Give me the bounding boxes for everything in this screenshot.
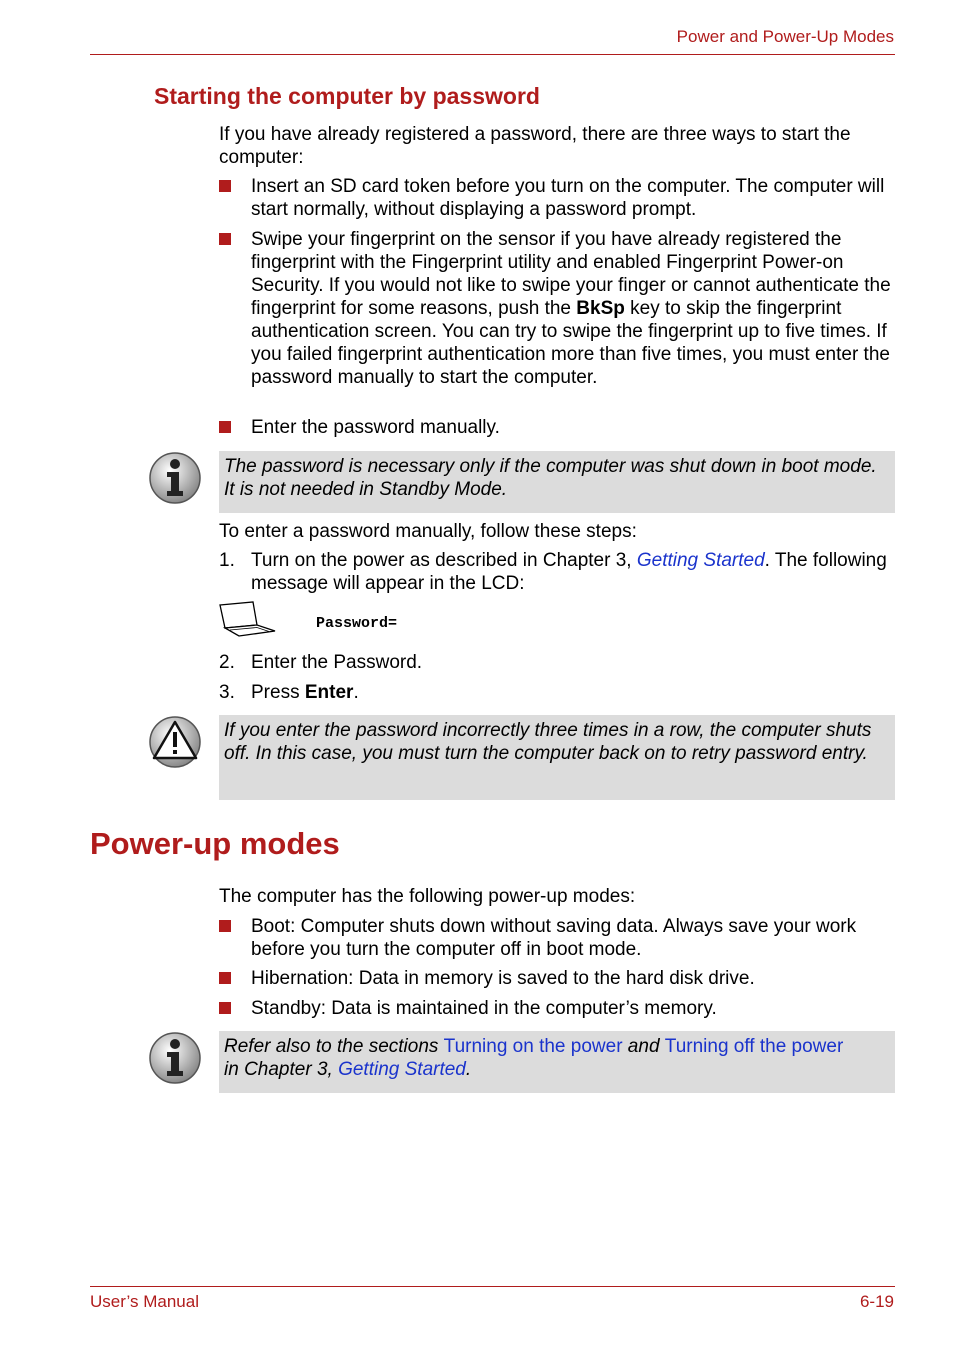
key-name: Enter <box>304 682 354 703</box>
list-item: Swipe your fingerprint on the sensor if you have already registered the fingerprint with the Fingerprint utility and enabled Fingerprint Power-on Security. If you would not like to swipe your finger or cannot authenticate the fingerprint for some reasons, push the BkSp key to skip the fingerprint authentication screen. You can try to swipe the fingerprint up to five times. If you failed fingerprint authentication more than five times, you must enter the password manually to start the computer. <box>219 228 895 389</box>
section-link[interactable]: Turning on the power <box>443 1036 623 1057</box>
steps-intro: To enter a password manually, follow these steps: <box>219 521 637 542</box>
footer-title: User’s Manual <box>90 1292 199 1311</box>
bullet-square-icon <box>219 920 231 932</box>
list-item: Hibernation: Data in memory is saved to the hard disk drive. <box>219 967 895 990</box>
bullet-square-icon <box>219 180 231 192</box>
key-name: BkSp <box>576 298 625 319</box>
lcd-message: Password= <box>316 615 398 632</box>
bullet-square-icon <box>219 233 231 245</box>
note-box: Refer also to the sections Turning on the power and Turning off the power in Chapter 3, Getting Started. <box>219 1031 895 1093</box>
bullet-square-icon <box>219 1002 231 1014</box>
list-item: 2. Enter the Password. <box>219 652 423 673</box>
bullet-square-icon <box>219 421 231 433</box>
chapter-section-title: Power-up modes <box>90 826 340 861</box>
header-rule <box>90 54 895 55</box>
page-number: 6-19 <box>859 1292 894 1311</box>
info-icon <box>148 1031 202 1085</box>
list-item: 3. Press Enter. <box>219 682 359 703</box>
chapter-link[interactable]: Getting Started <box>636 550 765 571</box>
list-item: Boot: Computer shuts down without saving data. Always save your work before you turn the computer off in boot mode. <box>219 915 895 961</box>
list-item: Enter the password manually. <box>219 416 895 439</box>
intro-paragraph: If you have already registered a password, there are three ways to start the computer: <box>219 124 851 168</box>
info-icon <box>148 451 202 505</box>
laptop-icon <box>217 601 279 639</box>
caution-icon <box>148 715 202 769</box>
list-item: 1. Turn on the power as described in Chapter 3, Getting Started. The following message will appear in the LCD: <box>219 550 887 594</box>
list-item: Standby: Data is maintained in the computer’s memory. <box>219 997 895 1020</box>
modes-intro: The computer has the following power-up modes: <box>219 886 636 907</box>
note-box: The password is necessary only if the computer was shut down in boot mode. It is not needed in Standby Mode. <box>219 451 895 513</box>
bullet-square-icon <box>219 972 231 984</box>
section-heading: Starting the computer by password <box>154 83 540 109</box>
footer-rule <box>90 1286 895 1287</box>
section-link[interactable]: Turning off the power <box>664 1036 844 1057</box>
chapter-link[interactable]: Getting Started <box>338 1059 466 1080</box>
running-header: Power and Power-Up Modes <box>676 27 894 46</box>
list-item: Insert an SD card token before you turn on the computer. The computer will start normally, without displaying a password prompt. <box>219 175 895 221</box>
caution-box: If you enter the password incorrectly three times in a row, the computer shuts off. In this case, you must turn the computer back on to retry password entry. <box>219 715 895 800</box>
